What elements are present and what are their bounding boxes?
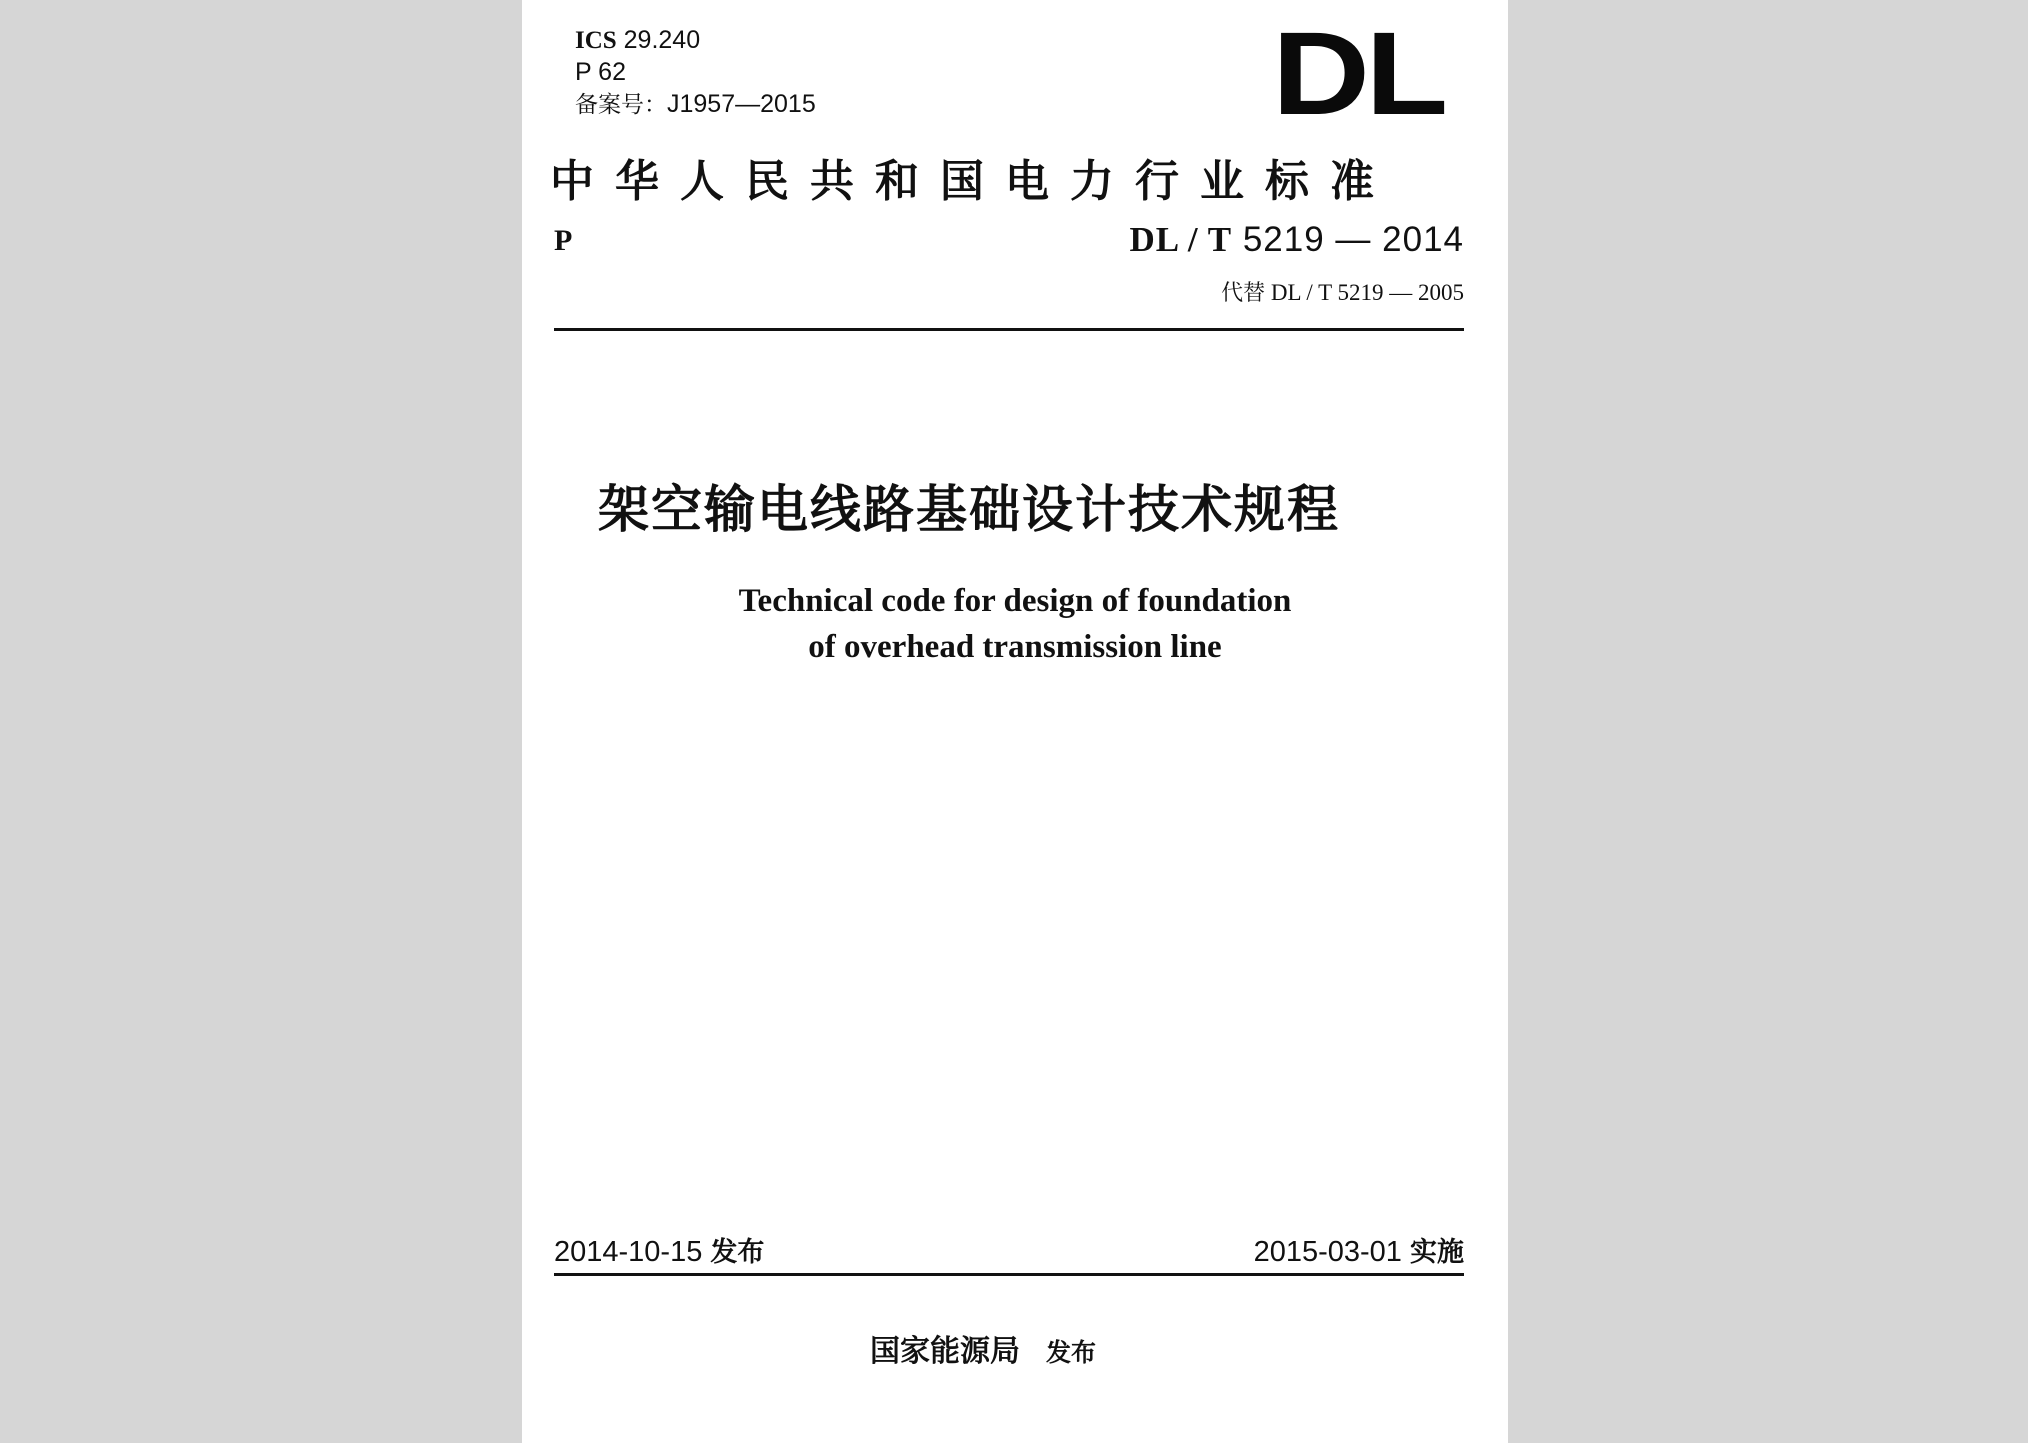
document-title-english [522, 578, 1508, 670]
publisher [870, 1326, 1096, 1370]
standard-number-value: 5219 — 2014 [1242, 220, 1464, 259]
document-page [522, 0, 1508, 1443]
classification-code: P 62 [575, 58, 626, 86]
standard-number [1129, 220, 1464, 260]
filing-value: J1957—2015 [667, 90, 816, 118]
replaces-standard [1221, 276, 1464, 307]
standard-prefix: DL / T [1129, 220, 1233, 259]
effective-date-value: 2015-03-01 [1253, 1236, 1402, 1268]
replaces-label: 代替 [1221, 281, 1266, 306]
effective-date [1254, 1230, 1464, 1269]
issue-date [554, 1230, 764, 1269]
header-divider [554, 328, 1464, 331]
document-title-chinese: 架空输电线路基础设计技术规程 [598, 481, 1341, 540]
issue-date-value: 2014-10-15 [554, 1236, 703, 1268]
issue-label: 发布 [710, 1237, 765, 1268]
filing-label: 备案号： [575, 92, 667, 118]
effective-label: 实施 [1410, 1237, 1464, 1268]
standard-category-title: 中华人民共和国电力行业标准 [550, 156, 1395, 207]
filing-number [575, 88, 816, 121]
replaces-value: DL / T 5219 — 2005 [1270, 280, 1464, 305]
dl-logo: DL [1272, 8, 1444, 140]
title-english-line1: Technical code for design of foundation [738, 583, 1292, 619]
class-letter: P [554, 224, 573, 257]
publisher-action: 发布 [1046, 1338, 1097, 1367]
title-english-line2: of overhead transmission line [808, 629, 1222, 665]
ics-label: ICS [575, 27, 617, 54]
footer-divider [554, 1273, 1464, 1276]
ics-line [575, 24, 700, 57]
publisher-name: 国家能源局 [870, 1334, 1020, 1369]
ics-value: 29.240 [623, 26, 701, 54]
